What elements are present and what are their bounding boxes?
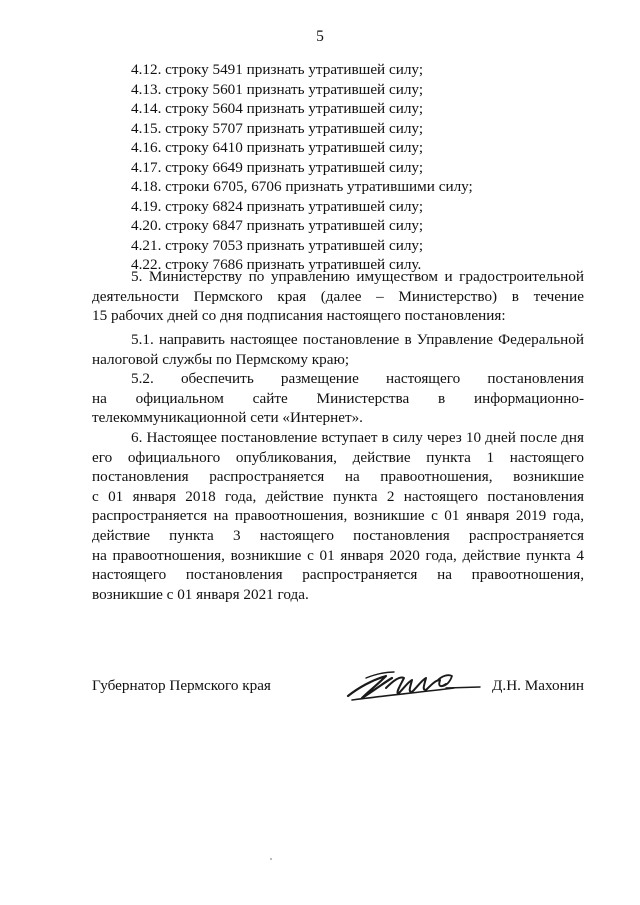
paragraph-line: деятельности Пермского края (далее – Министерство) в течение <box>92 287 584 305</box>
scan-speck <box>270 858 272 860</box>
paragraph-5 <box>92 267 584 326</box>
paragraph-line: распространяется на правоотношения, возникшие с 01 января 2019 года, <box>92 507 584 525</box>
paragraph-line: его официального опубликования, действие пункта 1 настоящего <box>92 448 584 466</box>
signature-block <box>92 677 584 701</box>
paragraph-line: с 01 января 2018 года, действие пункта 2 настоящего постановления <box>92 487 584 505</box>
paragraph-line: 5. Министерству по управлению имуществом и градостроительной <box>131 268 584 285</box>
page-number: 5 <box>316 28 324 45</box>
paragraph-line: 5.2. обеспечить размещение настоящего постановления <box>131 370 584 387</box>
paragraph-line: постановления распространяется на правоотношения, возникшие <box>92 468 584 486</box>
list-item: 4.21. строку 7053 признать утратившей силу; <box>131 236 424 254</box>
paragraph-line: на официальном сайте Министерства в информационно- <box>92 389 584 407</box>
paragraph-6 <box>92 428 584 604</box>
list-item: 4.17. строку 6649 признать утратившей силу; <box>131 158 424 176</box>
list-item: 4.20. строку 6847 признать утратившей силу; <box>131 217 424 234</box>
paragraph-line: 6. Настоящее постановление вступает в силу через 10 дней после дня <box>131 429 584 446</box>
paragraph-line: действие пункта 3 настоящего постановления распространяется <box>92 526 584 544</box>
paragraph-5-2 <box>92 369 584 428</box>
list-item: 4.22. строку 7686 признать утратившей силу. <box>131 256 422 273</box>
paragraph-5-1 <box>92 330 584 369</box>
list-item: 4.16. строку 6410 признать утратившей силу; <box>131 139 424 156</box>
paragraph-line: настоящего постановления распространяется на правоотношения, <box>92 566 584 584</box>
amendment-list <box>131 60 591 275</box>
list-item: 4.14. строку 5604 признать утратившей силу; <box>131 100 424 117</box>
list-item: 4.19. строку 6824 признать утратившей силу; <box>131 197 424 215</box>
list-item: 4.12. строку 5491 признать утратившей силу; <box>131 61 424 78</box>
paragraph-line: 15 рабочих дней со дня подписания настоящего постановления: <box>92 307 506 325</box>
paragraph-line: возникшие с 01 января 2021 года. <box>92 585 309 603</box>
signatory-name: Д.Н. Махонин <box>492 677 584 694</box>
list-item: 4.13. строку 5601 признать утратившей силу; <box>131 80 424 98</box>
paragraph-line: 5.1. направить настоящее постановление в Управление Федеральной <box>131 331 584 348</box>
handwritten-signature <box>342 662 482 710</box>
list-item: 4.18. строки 6705, 6706 признать утратившими силу; <box>131 178 473 195</box>
list-item: 4.15. строку 5707 признать утратившей силу; <box>131 119 424 137</box>
paragraph-line: на правоотношения, возникшие с 01 января 2020 года, действие пункта 4 <box>92 546 584 564</box>
signatory-position: Губернатор Пермского края <box>92 677 271 694</box>
paragraph-line: телекоммуникационной сети «Интернет». <box>92 409 363 427</box>
paragraph-line: налоговой службы по Пермскому краю; <box>92 350 350 368</box>
